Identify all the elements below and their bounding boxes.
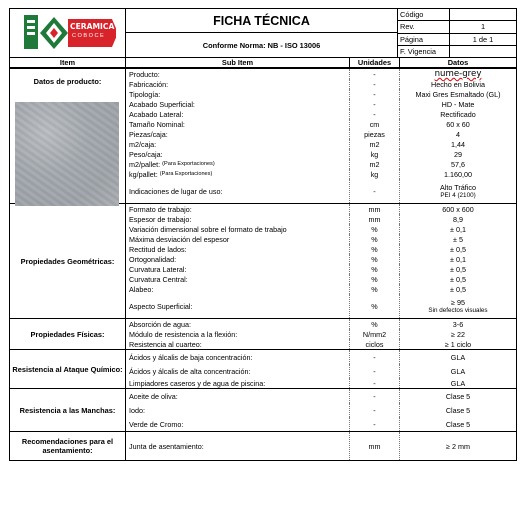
sub-item: Junta de asentamiento: (126, 432, 350, 460)
table-row (126, 159, 516, 169)
unit: % (350, 244, 400, 254)
value: 4 (456, 129, 460, 139)
sub-item: Variación dimensional sobre el formato de trabajo (126, 224, 350, 234)
unit: mm (350, 432, 400, 460)
value-cell (400, 179, 516, 203)
sub-item: Alabeo: (126, 284, 350, 294)
value: 60 x 60 (446, 119, 470, 129)
sub-item-note: (Para Exportaciones) (162, 161, 215, 167)
sub-item: Acabado Superficial: (126, 99, 350, 109)
value: 29 (454, 149, 462, 159)
table-row (126, 417, 516, 431)
value: ± 5 (453, 234, 463, 244)
unit: piezas (350, 129, 400, 139)
unit: % (350, 294, 400, 318)
unit: - (350, 389, 400, 403)
unit: m2 (350, 139, 400, 149)
sub-item: Ácidos y álcalis de alta concentración: (126, 364, 350, 378)
value: ± 0,5 (450, 284, 466, 294)
value: Hecho en Bolivia (431, 79, 485, 89)
sub-item-cell (126, 169, 350, 179)
sub-item: m2/pallet: (129, 159, 161, 169)
table-row (126, 69, 516, 79)
sheet-title: FICHA TÉCNICA (126, 9, 397, 33)
sub-item: Piezas/caja: (126, 129, 350, 139)
section-physical-properties (10, 319, 516, 350)
unit: % (350, 224, 400, 234)
product-name: nume-grey (434, 69, 482, 79)
value: GLA (450, 352, 466, 362)
meta-value (450, 9, 516, 20)
sub-item: Curvatura Central: (126, 274, 350, 284)
table-row (126, 389, 516, 403)
value: ± 0,5 (450, 274, 466, 284)
table-row (126, 119, 516, 129)
unit: - (350, 79, 400, 89)
value-cell (400, 294, 516, 318)
value: ± 0,5 (450, 244, 466, 254)
value: 600 x 600 (442, 204, 474, 214)
table-row (126, 79, 516, 89)
sub-item: Iodo: (126, 403, 350, 417)
sub-item: Espesor de trabajo: (126, 214, 350, 224)
col-header-sub-item: Sub Item (126, 58, 350, 67)
sub-item: Tipología: (126, 89, 350, 99)
table-row (126, 244, 516, 254)
unit: - (350, 69, 400, 79)
meta-key: F. Vigencia (398, 46, 450, 57)
meta-row-vigencia (398, 46, 516, 57)
value: 1.160,00 (444, 169, 472, 179)
table-row (126, 204, 516, 214)
section-stain-resistance (10, 389, 516, 432)
table-row (126, 378, 516, 388)
value: Clase 5 (445, 419, 471, 429)
sub-item: Curvatura Lateral: (126, 264, 350, 274)
value: Clase 5 (445, 405, 471, 415)
table-row (126, 432, 516, 460)
unit: - (350, 378, 400, 388)
unit: ciclos (350, 339, 400, 349)
logo-text-bottom: COBOCE (72, 33, 106, 39)
section-label: Recomendaciones para el asentamiento: (10, 432, 126, 460)
table-row (126, 234, 516, 244)
sub-item: Tamaño Nominal: (126, 119, 350, 129)
section-installation-recommendations (10, 432, 516, 460)
unit: mm (350, 204, 400, 214)
value: ± 0,1 (450, 224, 466, 234)
value: 57,6 (451, 159, 465, 169)
value: ± 0,5 (450, 264, 466, 274)
sub-item-note: (Para Exportaciones) (159, 171, 213, 177)
table-row (126, 89, 516, 99)
section-label: Propiedades Físicas: (10, 319, 126, 349)
value: 8,9 (453, 214, 463, 224)
value: Clase 5 (445, 391, 471, 401)
unit: - (350, 350, 400, 364)
table-row (126, 350, 516, 364)
section-geometric-properties (10, 204, 516, 319)
sub-item: Aspecto Superficial: (126, 294, 350, 318)
unit: m2 (350, 159, 400, 169)
sub-item: Aceite de oliva: (126, 389, 350, 403)
unit: mm (350, 214, 400, 224)
section-label: Resistencia al Ataque Químico: (10, 350, 126, 388)
value: Alto Tráfico (440, 183, 476, 192)
meta-value: 1 de 1 (472, 34, 494, 44)
table-row (126, 254, 516, 264)
sub-item: Ortogonalidad: (126, 254, 350, 264)
value: Maxi Gres Esmaltado (GL) (415, 89, 501, 99)
unit: - (350, 403, 400, 417)
meta-table (398, 9, 516, 57)
technical-sheet (9, 8, 517, 461)
table-row (126, 99, 516, 109)
unit: - (350, 179, 400, 203)
value: GLA (450, 378, 466, 388)
meta-row-codigo (398, 9, 516, 21)
value: HD - Mate (441, 99, 475, 109)
value-secondary: Sin defectos visuales (428, 307, 488, 314)
table-row (126, 274, 516, 284)
section-label (10, 69, 126, 203)
table-row (126, 329, 516, 339)
unit: kg (350, 169, 400, 179)
sub-item: Resistencia al cuarteo: (126, 339, 350, 349)
table-row (126, 294, 516, 318)
table-row (126, 214, 516, 224)
sub-item: Máxima desviación del espesor (126, 234, 350, 244)
table-row (126, 364, 516, 378)
sub-item: Verde de Cromo: (126, 417, 350, 431)
meta-row-pagina (398, 34, 516, 46)
sub-item: kg/pallet: (129, 169, 158, 179)
unit: - (350, 89, 400, 99)
meta-key: Código (398, 9, 450, 20)
value: ≥ 95 (451, 298, 465, 307)
sub-item: Formato de trabajo: (126, 204, 350, 214)
unit: % (350, 234, 400, 244)
unit: % (350, 284, 400, 294)
value-secondary: PEI 4 (2100) (440, 192, 476, 199)
col-header-item: Item (10, 58, 126, 67)
sub-item: m2/caja: (126, 139, 350, 149)
sub-item: Módulo de resistencia a la flexión: (126, 329, 350, 339)
unit: % (350, 319, 400, 329)
logo-cell (10, 9, 126, 57)
title-cell (126, 9, 398, 57)
sub-item-cell (126, 159, 350, 169)
meta-key: Página (398, 34, 450, 45)
unit: % (350, 274, 400, 284)
table-row (126, 139, 516, 149)
sub-item: Peso/caja: (126, 149, 350, 159)
value: 1,44 (451, 139, 465, 149)
unit: - (350, 364, 400, 378)
section-product-data (10, 69, 516, 204)
table-row (126, 169, 516, 179)
meta-value (450, 46, 516, 57)
unit: % (350, 264, 400, 274)
sub-item: Absorción de agua: (126, 319, 350, 329)
meta-row-rev (398, 21, 516, 33)
unit: kg (350, 149, 400, 159)
table-row (126, 109, 516, 119)
sub-item: Limpiadores caseros y de agua de piscina: (126, 378, 350, 388)
meta-key: Rev. (398, 21, 450, 32)
table-row (126, 264, 516, 274)
value: ≥ 2 mm (446, 441, 470, 451)
value: Rectificado (440, 109, 476, 119)
col-header-data: Datos (447, 58, 469, 67)
section-label: Propiedades Geométricas: (10, 204, 126, 318)
unit: - (350, 417, 400, 431)
unit: cm (350, 119, 400, 129)
logo-text-top: CERAMICA (70, 22, 115, 31)
norm-subtitle: Conforme Norma: NB - ISO 13006 (202, 40, 321, 50)
col-header-units: Unidades (350, 58, 400, 67)
sheet-header (10, 9, 516, 58)
sub-item: Ácidos y álcalis de baja concentración: (126, 350, 350, 364)
unit: % (350, 254, 400, 264)
section-label-text: Datos de producto: (33, 77, 102, 86)
column-headers (10, 58, 516, 69)
value: GLA (450, 366, 466, 376)
table-row (126, 179, 516, 203)
unit: - (350, 99, 400, 109)
meta-value: 1 (480, 22, 486, 32)
section-chemical-resistance (10, 350, 516, 389)
tile-swatch-image (15, 102, 119, 206)
table-row (126, 339, 516, 349)
value: ≥ 1 ciclo (444, 339, 472, 349)
table-row (126, 224, 516, 234)
table-row (126, 129, 516, 139)
table-row (126, 149, 516, 159)
sub-item: Producto: (126, 69, 350, 79)
sub-item: Indicaciones de lugar de uso: (126, 179, 350, 203)
section-label: Resistencia a las Manchas: (10, 389, 126, 431)
table-row (126, 403, 516, 417)
sub-item: Rectitud de lados: (126, 244, 350, 254)
unit: - (350, 109, 400, 119)
value: ≥ 22 (451, 329, 465, 339)
value: ± 0,1 (450, 254, 466, 264)
table-row (126, 319, 516, 329)
value: 3-6 (452, 319, 464, 329)
unit: N/mm2 (350, 329, 400, 339)
table-row (126, 284, 516, 294)
sub-item: Acabado Lateral: (126, 109, 350, 119)
sub-item: Fabricación: (126, 79, 350, 89)
